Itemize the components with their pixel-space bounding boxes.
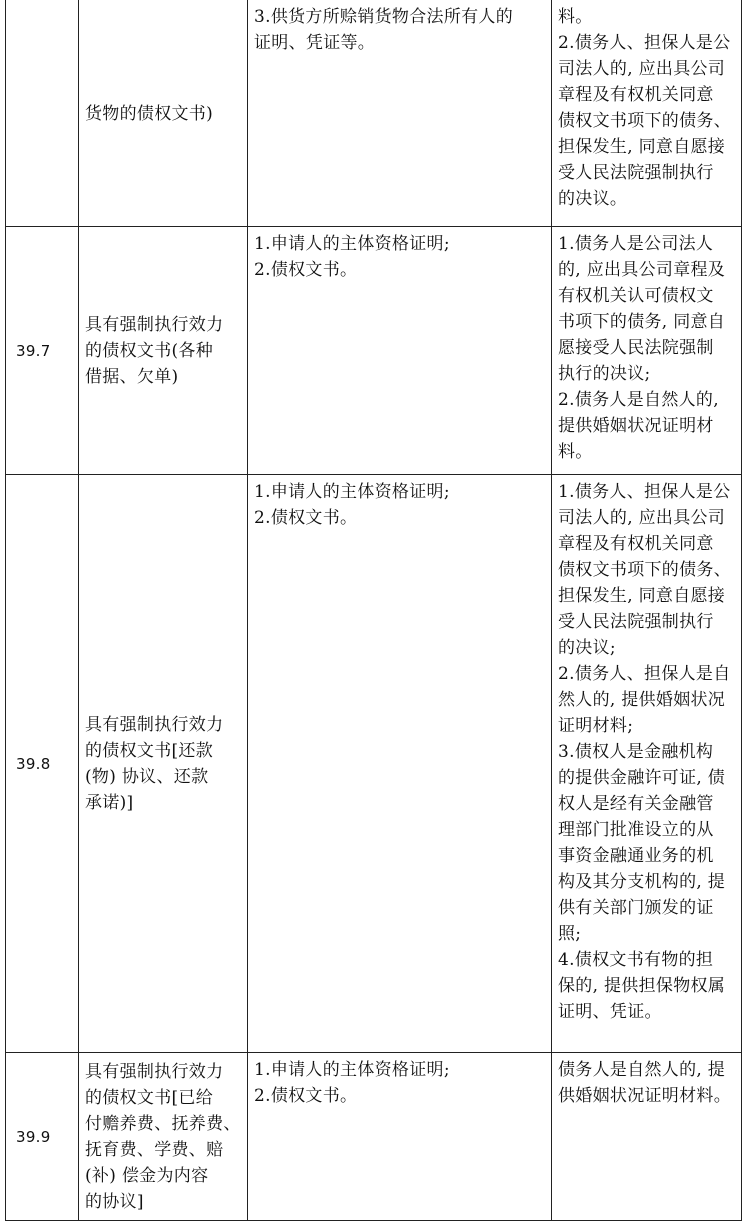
notes-cell-line: 1.债务人是公司法人: [558, 233, 714, 254]
notes-cell: [552, 474, 742, 1052]
notes-cell-line: 供婚姻状况证明材料。: [558, 1085, 731, 1106]
notes-cell-line: 保的, 提供担保物权属: [558, 975, 726, 996]
materials-cell-line: 1.申请人的主体资格证明;: [254, 1059, 450, 1080]
notes-cell: [552, 0, 742, 226]
item-name-cell-line: 抚育费、学费、赔: [85, 1140, 224, 1160]
materials-cell: [248, 474, 552, 1052]
notes-cell-line: 理部门批准设立的从: [558, 819, 714, 840]
materials-cell-line: 3.供货方所赊销货物合法所有人的: [254, 7, 514, 27]
table-row: [6, 0, 742, 226]
item-name-cell-line: 的债权文书[还款: [85, 741, 214, 761]
item-name-cell-line: 借据、欠单): [85, 367, 179, 387]
materials-cell: [248, 0, 552, 226]
notes-cell-line: 证明材料;: [558, 715, 634, 736]
item-name-cell-line: 的协议]: [85, 1192, 144, 1212]
item-name-cell-line: (补) 偿金为内容: [85, 1166, 209, 1186]
notes-cell-line: 的决议;: [558, 637, 616, 658]
item-name-cell-line: 具有强制执行效力: [85, 315, 224, 335]
item-name-cell-line: 的债权文书(各种: [85, 341, 214, 361]
item-name-cell: [79, 0, 248, 226]
notes-cell-line: 1.债务人、担保人是公: [558, 481, 731, 502]
item-name-cell-line: (物) 协议、还款: [85, 767, 209, 787]
notes-cell-line: 受人民法院强制执行: [558, 611, 714, 632]
notes-cell-line: 担保发生, 同意自愿接: [558, 585, 726, 606]
notes-cell-line: 料。: [558, 441, 593, 462]
item-name-cell-line: 付赡养费、抚养费、: [85, 1114, 241, 1134]
materials-cell: [248, 1052, 552, 1220]
notes-cell-line: 照;: [558, 923, 582, 944]
notes-cell-line: 2.债务人是自然人的,: [558, 389, 719, 410]
notes-cell-line: 权人是经有关金融管: [558, 793, 714, 814]
requirements-table: [5, 0, 742, 1221]
item-name-cell-line: 货物的债权文书): [85, 103, 214, 124]
item-name-cell-line: 承诺)]: [85, 793, 134, 813]
notes-cell-line: 有权机关认可债权文: [558, 285, 714, 306]
notes-cell-line: 事资金融通业务的机: [558, 845, 714, 866]
item-name-cell-line: 的债权文书[已给: [85, 1088, 214, 1108]
item-name-cell-line: 具有强制执行效力: [85, 715, 224, 735]
notes-cell-line: 然人的, 提供婚姻状况: [558, 689, 726, 710]
notes-cell: [552, 1052, 742, 1220]
item-number-cell: 39.7: [6, 226, 79, 474]
notes-cell-line: 受人民法院强制执行: [558, 163, 714, 183]
notes-cell-line: 3.债权人是金融机构: [558, 741, 714, 762]
item-number-cell: 39.9: [6, 1052, 79, 1220]
notes-cell-line: 2.债务人、担保人是公: [558, 33, 731, 53]
notes-cell-line: 提供婚姻状况证明材: [558, 415, 714, 436]
materials-cell: [248, 226, 552, 474]
materials-cell-line: 1.申请人的主体资格证明;: [254, 481, 450, 502]
table-body: [6, 0, 742, 1220]
notes-cell-line: 司法人的, 应出具公司: [558, 507, 726, 528]
item-number-cell: [6, 0, 79, 226]
notes-cell-line: 执行的决议;: [558, 363, 651, 384]
materials-cell-line: 2.债权文书。: [254, 507, 358, 528]
notes-cell-line: 料。: [558, 7, 593, 27]
notes-cell-line: 构及其分支机构的, 提: [558, 871, 726, 892]
notes-cell: [552, 226, 742, 474]
notes-cell-line: 章程及有权机关同意: [558, 85, 714, 105]
notes-cell-line: 债务人是自然人的, 提: [558, 1059, 726, 1080]
notes-cell-line: 章程及有权机关同意: [558, 533, 714, 554]
table-row: [6, 1052, 742, 1220]
materials-cell-line: 证明、凭证等。: [254, 33, 376, 53]
notes-cell-line: 书项下的债务, 同意自: [558, 311, 726, 332]
item-name-cell: [79, 474, 248, 1052]
notes-cell-line: 担保发生, 同意自愿接: [558, 137, 726, 157]
notes-cell-line: 的提供金融许可证, 债: [558, 767, 726, 788]
notes-cell-line: 债权文书项下的债务、: [558, 559, 731, 580]
materials-cell-line: 1.申请人的主体资格证明;: [254, 233, 450, 254]
materials-cell-line: 2.债权文书。: [254, 259, 358, 280]
notes-cell-line: 2.债务人、担保人是自: [558, 663, 731, 684]
item-name-cell-line: 具有强制执行效力: [85, 1062, 224, 1082]
table-row: [6, 474, 742, 1052]
notes-cell-line: 债权文书项下的债务、: [558, 111, 731, 131]
notes-cell-line: 司法人的, 应出具公司: [558, 59, 726, 79]
notes-cell-line: 的决议。: [558, 189, 628, 209]
notes-cell-line: 的, 应出具公司章程及: [558, 259, 726, 280]
item-name-cell: [79, 1052, 248, 1220]
notes-cell-line: 愿接受人民法院强制: [558, 337, 714, 358]
item-name-cell: [79, 226, 248, 474]
notes-cell-line: 4.债权文书有物的担: [558, 949, 714, 970]
notes-cell-line: 供有关部门颁发的证: [558, 897, 714, 918]
notes-cell-line: 证明、凭证。: [558, 1001, 662, 1022]
materials-cell-line: 2.债权文书。: [254, 1085, 358, 1106]
table-row: [6, 226, 742, 474]
item-number-cell: 39.8: [6, 474, 79, 1052]
